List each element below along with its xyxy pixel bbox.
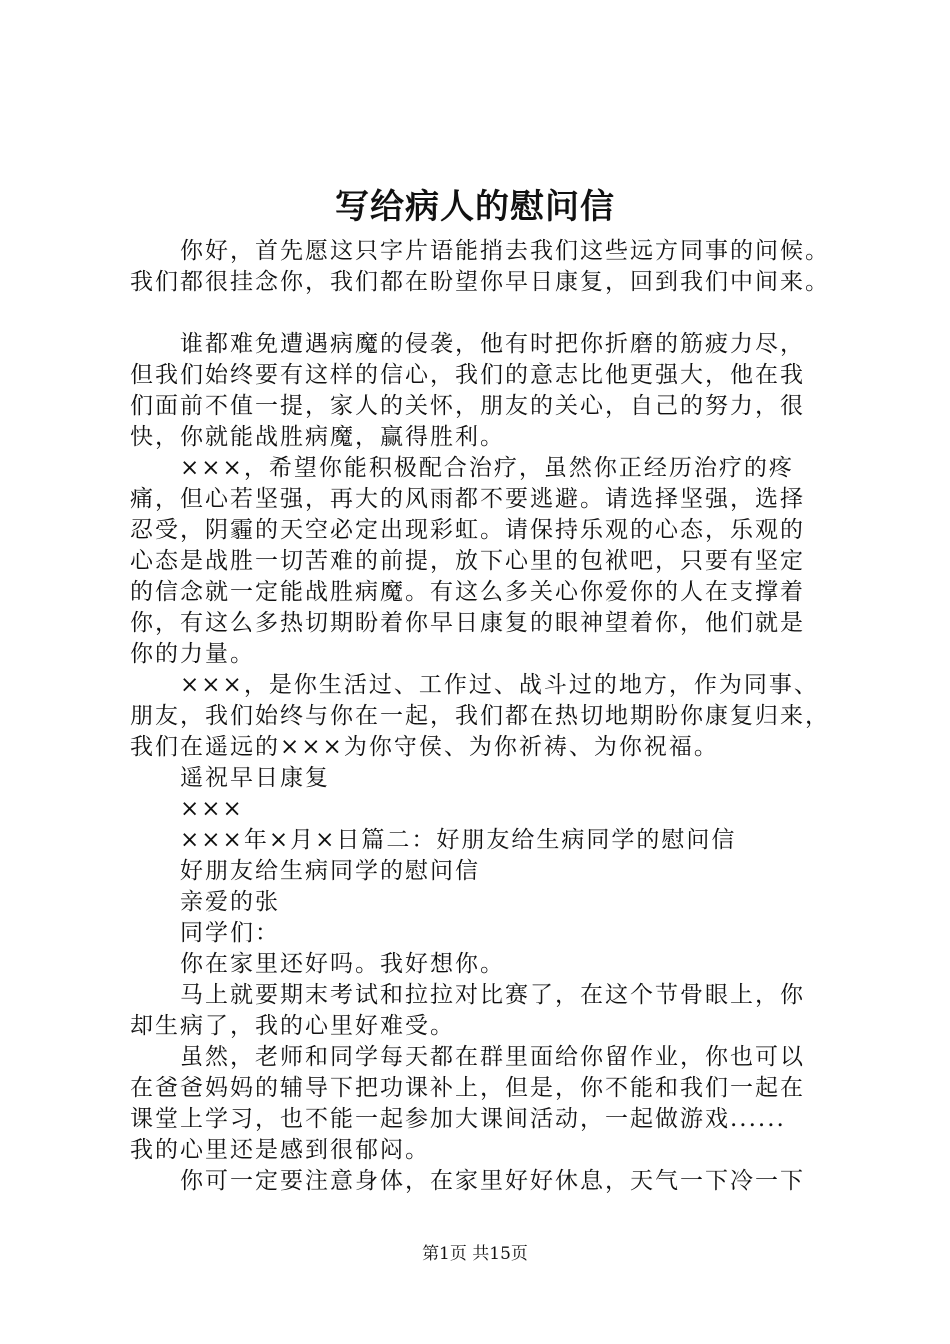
body-line: 同学们：: [130, 920, 280, 946]
body-line: 痛，但心若坚强，再大的风雨都不要逃避。请选择坚强，选择: [130, 486, 805, 512]
blank-line: [130, 298, 850, 329]
body-line: 在爸爸妈妈的辅导下把功课补上，但是，你不能和我们一起在: [130, 1075, 805, 1101]
body-line: 们面前不值一提，家人的关怀，朋友的关心，自己的努力，很: [130, 393, 805, 419]
body-line: ×××年×月×日篇二：好朋友给生病同学的慰问信: [130, 827, 737, 853]
body-line: 你可一定要注意身体，在家里好好休息，天气一下冷一下: [130, 1168, 805, 1194]
body-line: 却生病了，我的心里好难受。: [130, 1013, 455, 1039]
page-footer: 第1页 共15页: [422, 1244, 528, 1264]
body-line: 你好，首先愿这只字片语能捎去我们这些远方同事的问候。: [130, 238, 830, 264]
body-line: 朋友，我们始终与你在一起，我们都在热切地期盼你康复归来，: [130, 703, 830, 729]
body-line: 马上就要期末考试和拉拉对比赛了，在这个节骨眼上，你: [130, 982, 805, 1008]
document-title: 写给病人的慰问信: [335, 187, 615, 227]
body-line: 好朋友给生病同学的慰问信: [130, 858, 480, 884]
body-line: 忍受，阴霾的天空必定出现彩虹。请保持乐观的心态，乐观的: [130, 517, 805, 543]
body-line: 你在家里还好吗。我好想你。: [130, 951, 505, 977]
body-line: 亲爱的张: [130, 889, 280, 915]
body-line: 的信念就一定能战胜病魔。有这么多关心你爱你的人在支撑着: [130, 579, 805, 605]
body-line: 但我们始终要有这样的信心，我们的意志比他更强大，他在我: [130, 362, 805, 388]
body-line: 我们都很挂念你，我们都在盼望你早日康复，回到我们中间来。: [130, 269, 830, 295]
body-line: ×××: [130, 796, 244, 822]
body-line: 课堂上学习，也不能一起参加大课间活动，一起做游戏......: [130, 1106, 786, 1132]
body-line: 遥祝早日康复: [130, 765, 330, 791]
body-line: 我的心里还是感到很郁闷。: [130, 1137, 430, 1163]
body-line: 虽然，老师和同学每天都在群里面给你留作业，你也可以: [130, 1044, 805, 1070]
body-line: ×××，是你生活过、工作过、战斗过的地方，作为同事、: [130, 672, 819, 698]
body-line: 心态是战胜一切苦难的前提，放下心里的包袱吧，只要有坚定: [130, 548, 805, 574]
body-line: 你，有这么多热切期盼着你早日康复的眼神望着你，他们就是: [130, 610, 805, 636]
document-body: [130, 236, 850, 1197]
body-line: 我们在遥远的×××为你守侯、为你祈祷、为你祝福。: [130, 734, 719, 760]
body-line: 你的力量。: [130, 641, 255, 667]
body-line: 谁都难免遭遇病魔的侵袭，他有时把你折磨的筋疲力尽，: [130, 331, 805, 357]
body-line: 快，你就能战胜病魔，赢得胜利。: [130, 424, 505, 450]
body-line: ×××，希望你能积极配合治疗，虽然你正经历治疗的疼: [130, 455, 794, 481]
